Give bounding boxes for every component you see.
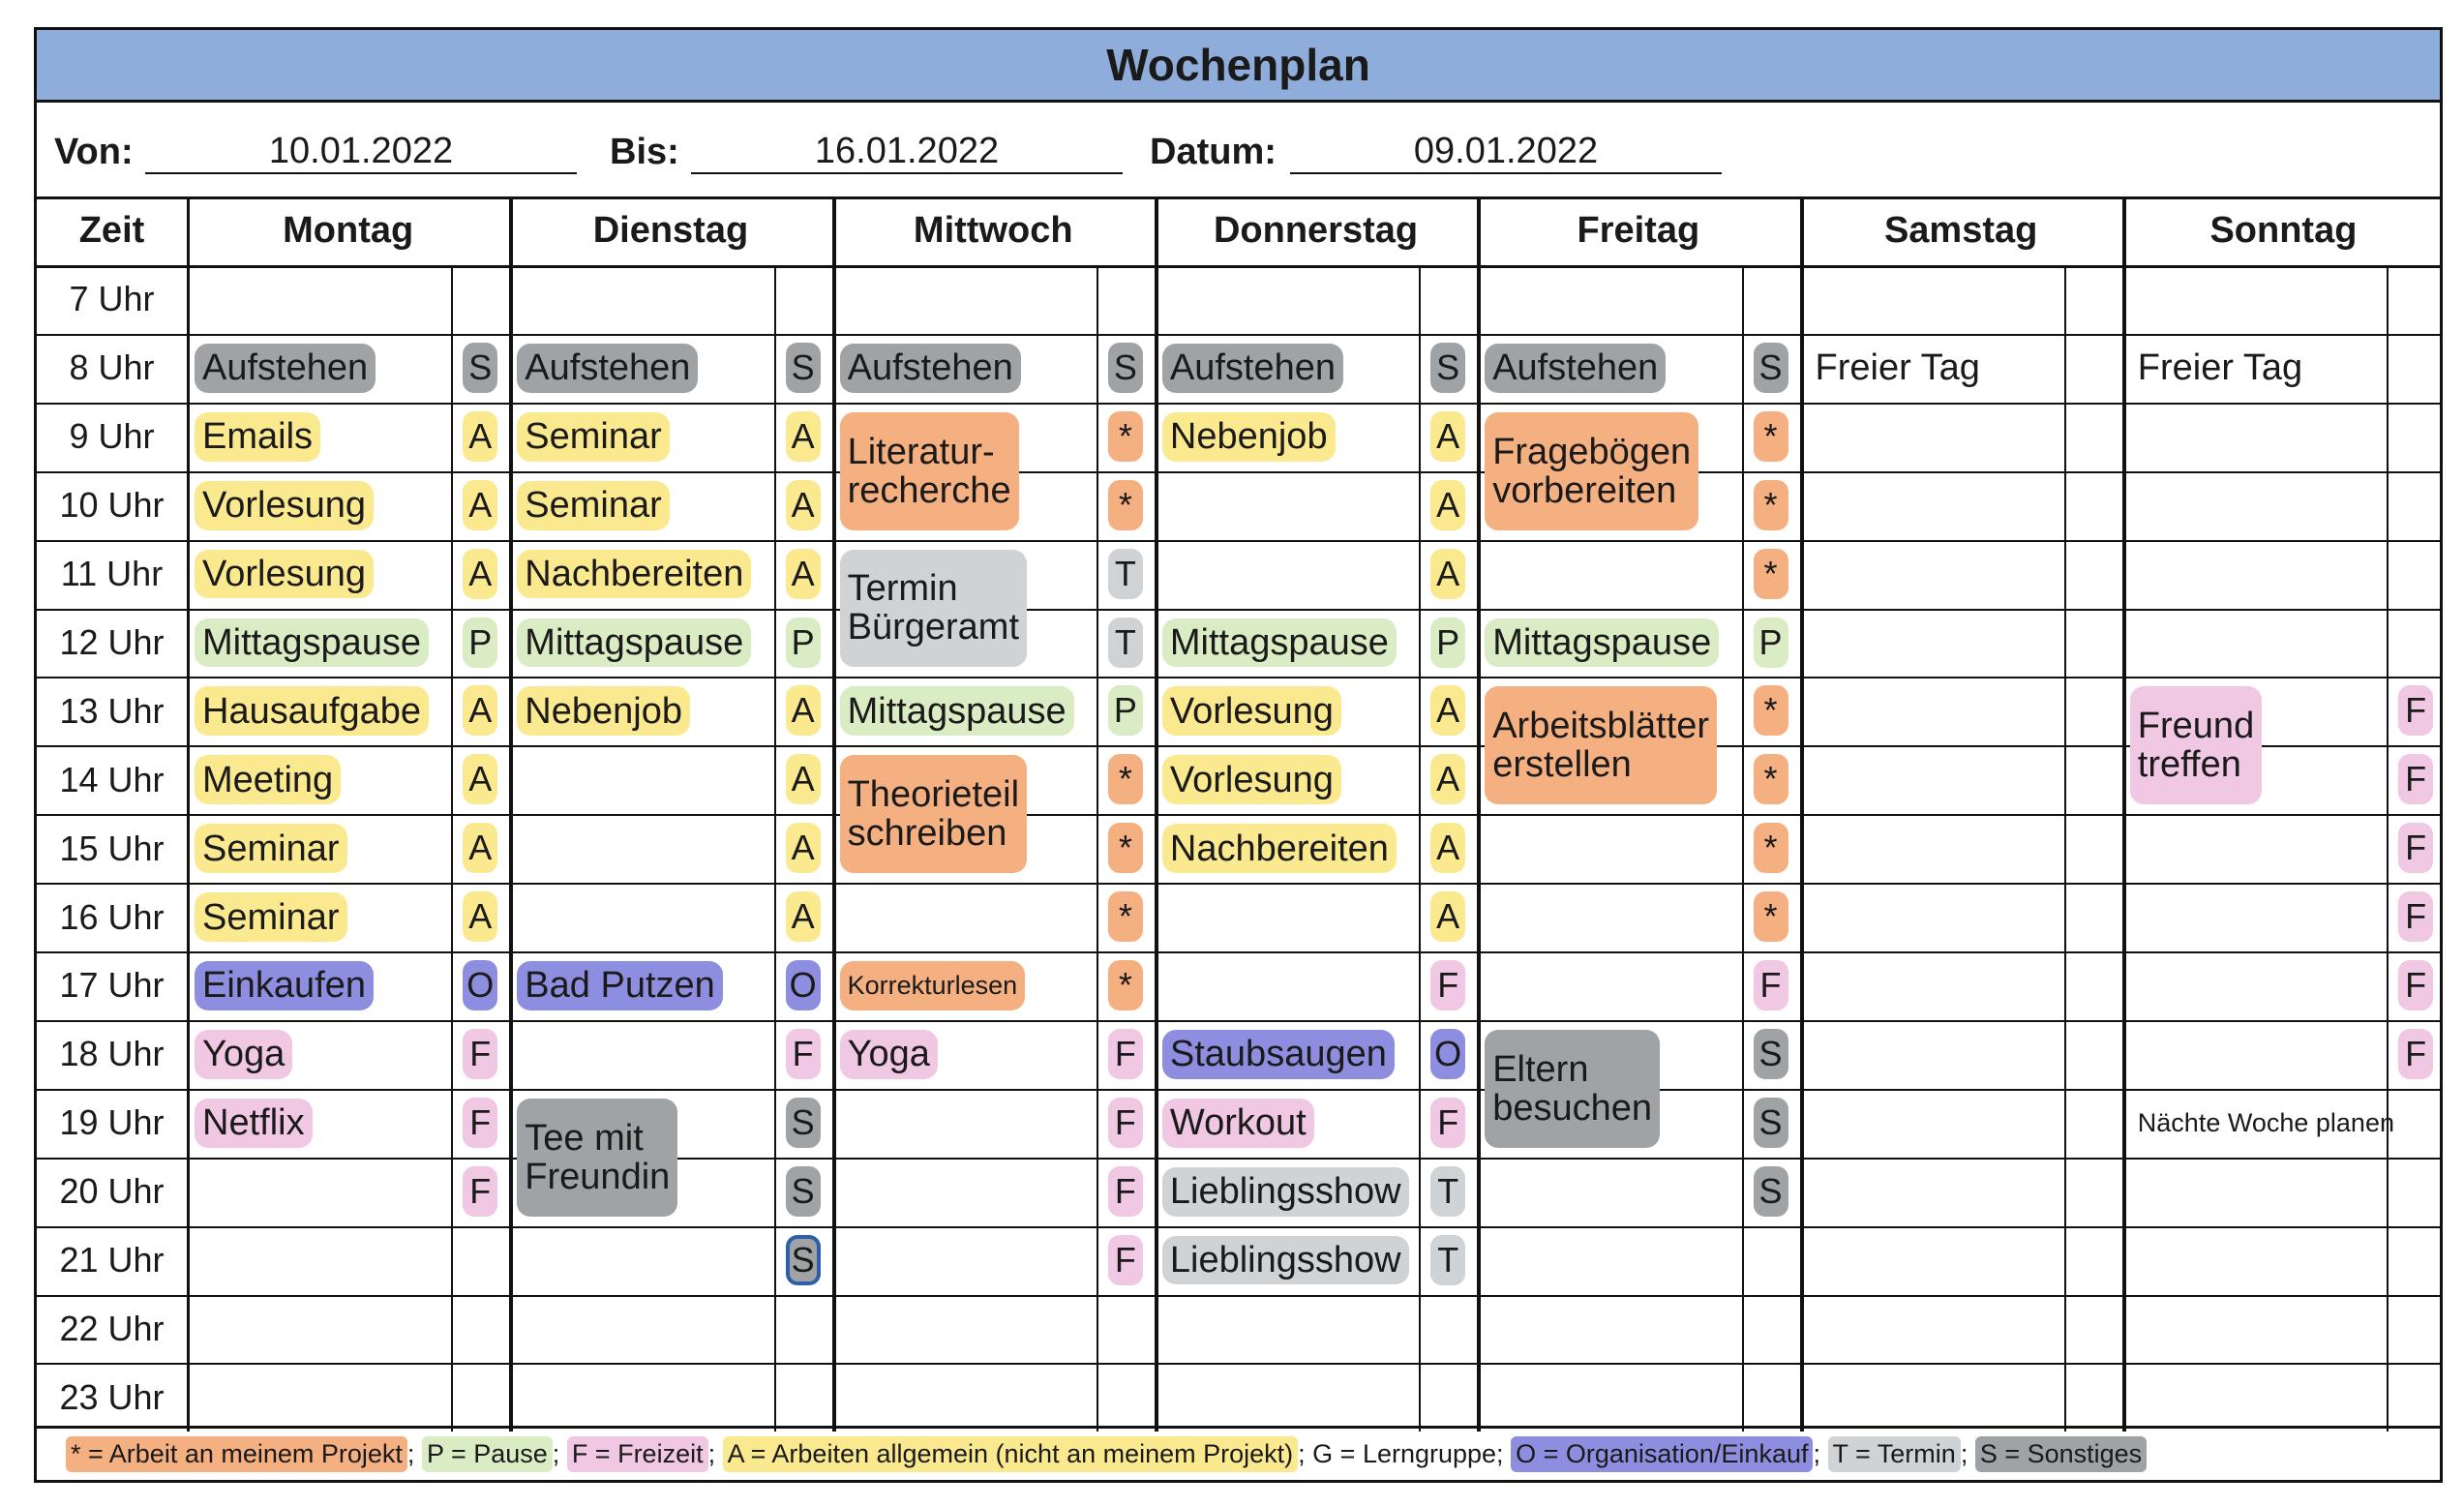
entry-text: Bad Putzen <box>525 965 715 1007</box>
entry-text-line2: vorbereiten <box>1492 469 1677 511</box>
schedule-entry[interactable] <box>517 686 690 736</box>
category-code-badge: P <box>463 618 497 668</box>
schedule-entry[interactable] <box>1162 618 1397 668</box>
category-code-badge: S <box>1754 1098 1788 1148</box>
code-column-divider <box>1742 265 1744 1432</box>
day-header-donnerstag: Donnerstag <box>1213 210 1419 251</box>
category-code-badge: F <box>1430 960 1465 1010</box>
von-label: Von: <box>54 132 134 172</box>
category-code-badge: F <box>2398 891 2433 942</box>
category-code-badge: A <box>786 549 821 599</box>
category-code-badge: S <box>786 343 821 393</box>
category-code-badge: F <box>1108 1166 1143 1217</box>
entry-text: Freier Tag <box>2137 347 2303 389</box>
category-code-badge: O <box>1430 1029 1465 1079</box>
legend-item: P = Pause <box>422 1436 553 1472</box>
row-divider <box>37 1020 2440 1022</box>
entry-text: Nebenjob <box>1169 416 1328 458</box>
category-code-badge: O <box>786 960 821 1010</box>
hour-label: 22 Uhr <box>59 1308 165 1348</box>
code-column-divider <box>2387 265 2389 1432</box>
schedule-entry[interactable] <box>517 618 751 668</box>
legend-item: T = Termin <box>1828 1436 1961 1472</box>
schedule-entry[interactable] <box>840 1030 938 1079</box>
category-code-badge: F <box>463 1098 497 1148</box>
day-header-sonntag: Sonntag <box>2209 210 2358 251</box>
hour-label: 17 Uhr <box>59 965 165 1006</box>
category-code-badge: F <box>463 1029 497 1079</box>
schedule-entry[interactable] <box>1162 1099 1314 1148</box>
day-header-montag: Montag <box>283 210 414 251</box>
entry-text: Yoga <box>202 1034 285 1075</box>
entry-text: Aufstehen <box>525 347 691 389</box>
code-column-divider <box>774 265 776 1432</box>
category-code-badge: A <box>463 823 497 873</box>
entry-text: Aufstehen <box>847 347 1013 389</box>
hour-label: 11 Uhr <box>60 554 164 594</box>
category-code-badge: F <box>1108 1098 1143 1148</box>
category-code-badge: A <box>1430 754 1465 804</box>
category-code-badge: F <box>463 1166 497 1217</box>
hour-label: 15 Uhr <box>59 828 165 868</box>
entry-text: Nächte Woche planen <box>2137 1107 2394 1137</box>
category-code-badge: A <box>786 685 821 736</box>
hour-label: 14 Uhr <box>59 759 165 799</box>
category-code-badge: A <box>463 480 497 530</box>
category-code-badge: P <box>1108 685 1143 736</box>
schedule-entry[interactable] <box>840 550 1027 668</box>
schedule-entry[interactable] <box>1162 1030 1395 1079</box>
schedule-entry[interactable] <box>195 686 429 736</box>
category-code-badge: A <box>1430 685 1465 736</box>
category-code-badge: A <box>1430 891 1465 942</box>
entry-text-line2: schreiben <box>847 813 1007 855</box>
category-code-badge: * <box>1754 411 1788 462</box>
category-code-badge: * <box>1108 960 1143 1010</box>
category-code-badge: F <box>2398 754 2433 804</box>
hour-label: 10 Uhr <box>59 485 165 526</box>
entry-text: Mittagspause <box>1492 621 1712 663</box>
time-column-divider <box>187 196 190 1432</box>
schedule-entry[interactable] <box>1162 686 1341 736</box>
category-code-badge: * <box>1754 823 1788 873</box>
schedule-entry[interactable] <box>840 961 1026 1010</box>
schedule-entry[interactable] <box>517 481 670 530</box>
hour-label: 9 Uhr <box>69 416 155 457</box>
legend-item: ; G = Lerngruppe; <box>1298 1439 1512 1468</box>
entry-text: Nachbereiten <box>1169 828 1389 869</box>
schedule-entry[interactable] <box>1485 412 1698 530</box>
hour-label: 16 Uhr <box>59 896 165 937</box>
entry-text-line2: Freundin <box>525 1156 671 1197</box>
row-divider <box>37 1158 2440 1160</box>
schedule-entry[interactable] <box>1485 344 1666 393</box>
category-code-badge: * <box>1108 754 1143 804</box>
entry-text: Mittagspause <box>202 621 422 663</box>
datum-label: Datum: <box>1150 132 1277 172</box>
category-code-badge: F <box>1430 1098 1465 1148</box>
entry-text: Aufstehen <box>1169 347 1337 389</box>
category-code-badge: F <box>2398 1029 2433 1079</box>
row-divider <box>37 745 2440 747</box>
schedule-entry[interactable] <box>840 755 1027 873</box>
entry-text: Korrekturlesen <box>847 970 1018 1000</box>
legend-item: * = Arbeit an meinem Projekt <box>66 1436 407 1472</box>
row-divider <box>37 471 2440 473</box>
schedule-entry[interactable] <box>1485 618 1719 668</box>
legend-item: F = Freizeit <box>567 1436 708 1472</box>
row-divider <box>37 677 2440 678</box>
category-code-badge: F <box>2398 823 2433 873</box>
schedule-entry[interactable] <box>1162 1167 1409 1217</box>
row-divider <box>37 540 2440 542</box>
category-code-badge: A <box>463 891 497 942</box>
category-code-badge: S <box>1754 1029 1788 1079</box>
schedule-entry[interactable] <box>1162 824 1397 873</box>
category-code-badge: A <box>786 480 821 530</box>
entry-text: Vorlesung <box>202 554 367 595</box>
schedule-entry[interactable] <box>517 1099 677 1217</box>
row-divider <box>37 609 2440 611</box>
entry-text: Vorlesung <box>1169 759 1334 800</box>
category-code-badge: A <box>786 754 821 804</box>
day-header-mittwoch: Mittwoch <box>913 210 1073 251</box>
entry-text: Staubsaugen <box>1169 1034 1387 1075</box>
row-divider <box>37 1226 2440 1228</box>
schedule-entry[interactable] <box>195 755 341 804</box>
entry-text: Lieblingsshow <box>1169 1240 1401 1281</box>
schedule-entry[interactable] <box>195 892 347 942</box>
legend-item: O = Organisation/Einkauf <box>1511 1436 1813 1472</box>
entry-text: Mittagspause <box>847 690 1067 732</box>
category-code-badge: F <box>2398 960 2433 1010</box>
code-column-divider <box>1097 265 1098 1432</box>
legend-item: ; <box>552 1439 567 1468</box>
category-code-badge: F <box>1108 1029 1143 1079</box>
hour-label: 7 Uhr <box>69 279 155 319</box>
schedule-entry[interactable] <box>2130 1099 2394 1148</box>
category-code-badge: T <box>1108 549 1143 599</box>
category-code-badge: S <box>463 343 497 393</box>
schedule-entry[interactable] <box>195 344 376 393</box>
entry-text: Freund <box>2137 706 2255 747</box>
category-code-badge: S <box>786 1166 821 1217</box>
category-code-badge: F <box>1754 960 1788 1010</box>
category-code-badge: * <box>1754 754 1788 804</box>
schedule-entry[interactable] <box>1162 412 1336 462</box>
category-code-badge: F <box>786 1029 821 1079</box>
category-code-badge: S <box>1108 343 1143 393</box>
datum-field[interactable]: 09.01.2022 <box>1290 130 1722 174</box>
schedule-entry[interactable] <box>517 344 698 393</box>
hour-label: 13 Uhr <box>59 690 165 731</box>
entry-text: Theorieteil <box>847 774 1020 816</box>
schedule-entry[interactable] <box>517 550 751 599</box>
entry-text: Termin <box>847 568 958 610</box>
legend-item: ; <box>1960 1439 1975 1468</box>
schedule-entry[interactable] <box>840 344 1021 393</box>
hour-label: 12 Uhr <box>59 621 165 662</box>
entry-text: Lieblingsshow <box>1169 1171 1401 1213</box>
entry-text-line2: treffen <box>2137 744 2241 786</box>
entry-text: Emails <box>202 416 314 458</box>
category-code-badge: * <box>1108 823 1143 873</box>
category-code-badge: A <box>1430 480 1465 530</box>
entry-text: Aufstehen <box>1492 347 1659 389</box>
entry-text-line2: erstellen <box>1492 744 1632 786</box>
legend-item: ; <box>1813 1439 1828 1468</box>
hour-label: 21 Uhr <box>59 1240 165 1281</box>
von-field[interactable]: 10.01.2022 <box>145 130 577 174</box>
category-code-badge: T <box>1108 618 1143 668</box>
row-divider <box>37 1295 2440 1297</box>
hour-label: 19 Uhr <box>59 1102 165 1143</box>
weekly-plan-sheet <box>34 27 2443 1483</box>
schedule-entry[interactable] <box>195 961 374 1010</box>
day-divider <box>832 196 836 1432</box>
category-code-badge: S <box>1430 343 1465 393</box>
code-column-divider <box>2064 265 2066 1432</box>
category-code-badge: F <box>1108 1235 1143 1285</box>
category-code-badge: A <box>463 754 497 804</box>
day-divider <box>509 196 513 1432</box>
legend-item: ; <box>707 1439 723 1468</box>
category-code-badge: S <box>1754 1166 1788 1217</box>
time-column-header: Zeit <box>78 210 145 251</box>
category-code-badge: T <box>1430 1235 1465 1285</box>
schedule-entry[interactable] <box>195 550 374 599</box>
code-column-divider <box>1419 265 1421 1432</box>
row-divider <box>37 814 2440 816</box>
day-divider <box>1155 196 1158 1432</box>
category-code-badge: O <box>463 960 497 1010</box>
code-column-divider <box>451 265 453 1432</box>
header-divider <box>37 265 2440 268</box>
legend-item: S = Sonstiges <box>1975 1436 2147 1472</box>
row-divider <box>37 334 2440 336</box>
entry-text: Seminar <box>525 485 662 527</box>
day-header-freitag: Freitag <box>1577 210 1700 251</box>
schedule-entry[interactable] <box>195 824 347 873</box>
category-code-badge: A <box>786 823 821 873</box>
entry-text: Vorlesung <box>1169 690 1334 732</box>
entry-text-line2: Bürgeramt <box>847 607 1019 648</box>
legend-item: A = Arbeiten allgemein (nicht an meinem Projekt) <box>723 1436 1299 1472</box>
category-code-badge: P <box>1754 618 1788 668</box>
entry-text: Yoga <box>847 1034 930 1075</box>
schedule-entry[interactable] <box>840 412 1019 530</box>
bis-field[interactable]: 16.01.2022 <box>691 130 1123 174</box>
entry-text: Seminar <box>202 828 340 869</box>
category-code-badge: * <box>1108 411 1143 462</box>
entry-text: Literatur- <box>847 431 995 472</box>
category-code-badge: * <box>1754 480 1788 530</box>
hour-label: 18 Uhr <box>59 1034 165 1074</box>
entry-text: Seminar <box>525 416 662 458</box>
category-code-badge: * <box>1108 480 1143 530</box>
entry-text-line2: besuchen <box>1492 1087 1652 1129</box>
entry-text-line2: recherche <box>847 469 1011 511</box>
day-divider <box>1800 196 1804 1432</box>
category-code-badge: * <box>1754 891 1788 942</box>
entry-text: Eltern <box>1492 1048 1589 1090</box>
category-code-badge: P <box>1430 618 1465 668</box>
hour-label: 8 Uhr <box>69 347 155 388</box>
entry-text: Meeting <box>202 759 334 800</box>
entry-text: Fragebögen <box>1492 431 1692 472</box>
category-code-badge: A <box>463 685 497 736</box>
category-code-badge: T <box>1430 1166 1465 1217</box>
entry-text: Seminar <box>202 896 340 938</box>
category-code-badge: A <box>1430 823 1465 873</box>
category-code-badge: A <box>786 411 821 462</box>
row-divider <box>37 403 2440 405</box>
entry-text: Tee mit <box>525 1117 644 1159</box>
legend <box>37 1426 2440 1480</box>
day-header-dienstag: Dienstag <box>592 210 749 251</box>
category-code-badge: S <box>786 1235 821 1285</box>
entry-text: Netflix <box>202 1102 305 1144</box>
day-divider <box>1477 196 1481 1432</box>
hour-label: 23 Uhr <box>59 1376 165 1417</box>
category-code-badge: A <box>463 411 497 462</box>
entry-text: Mittagspause <box>1169 621 1389 663</box>
category-code-badge: A <box>463 549 497 599</box>
schedule-entry[interactable] <box>1162 344 1343 393</box>
schedule-entry[interactable] <box>195 1030 292 1079</box>
entry-text: Hausaufgabe <box>202 690 422 732</box>
schedule-entry[interactable] <box>1485 686 1717 804</box>
bis-label: Bis: <box>610 132 679 172</box>
schedule-entry[interactable] <box>195 1099 313 1148</box>
category-code-badge: A <box>1430 549 1465 599</box>
legend-item: ; <box>406 1439 422 1468</box>
entry-text: Aufstehen <box>202 347 369 389</box>
row-divider <box>37 883 2440 885</box>
row-divider <box>37 951 2440 953</box>
category-code-badge: * <box>1754 549 1788 599</box>
entry-text: Nebenjob <box>525 690 682 732</box>
row-divider <box>37 1363 2440 1365</box>
date-row <box>37 103 2440 199</box>
entry-text: Arbeitsblätter <box>1492 706 1710 747</box>
plan-title: Wochenplan <box>37 30 2440 103</box>
schedule-entry[interactable] <box>2130 686 2262 804</box>
hour-label: 20 Uhr <box>59 1171 165 1212</box>
entry-text: Vorlesung <box>202 485 367 527</box>
category-code-badge: F <box>2398 685 2433 736</box>
schedule-entry[interactable] <box>195 412 320 462</box>
schedule-entry[interactable] <box>1485 1030 1660 1148</box>
schedule-entry[interactable] <box>195 618 429 668</box>
schedule-entry[interactable] <box>840 686 1074 736</box>
entry-text: Freier Tag <box>1815 347 1980 389</box>
day-header-samstag: Samstag <box>1883 210 2038 251</box>
schedule-entry[interactable] <box>1162 1236 1409 1285</box>
entry-text: Einkaufen <box>202 965 367 1007</box>
entry-text: Mittagspause <box>525 621 744 663</box>
entry-text: Workout <box>1169 1102 1307 1144</box>
schedule-entry[interactable] <box>517 412 670 462</box>
category-code-badge: * <box>1108 891 1143 942</box>
category-code-badge: A <box>1430 411 1465 462</box>
schedule-grid <box>37 196 2440 1432</box>
row-divider <box>37 1089 2440 1091</box>
schedule-entry[interactable] <box>1808 344 1988 393</box>
schedule-entry[interactable] <box>195 481 374 530</box>
entry-text: Nachbereiten <box>525 554 744 595</box>
schedule-entry[interactable] <box>1162 755 1341 804</box>
schedule-entry[interactable] <box>517 961 722 1010</box>
category-code-badge: A <box>786 891 821 942</box>
category-code-badge: P <box>786 618 821 668</box>
schedule-entry[interactable] <box>2130 344 2310 393</box>
day-divider <box>2122 196 2126 1432</box>
category-code-badge: S <box>1754 343 1788 393</box>
category-code-badge: * <box>1754 685 1788 736</box>
category-code-badge: S <box>786 1098 821 1148</box>
